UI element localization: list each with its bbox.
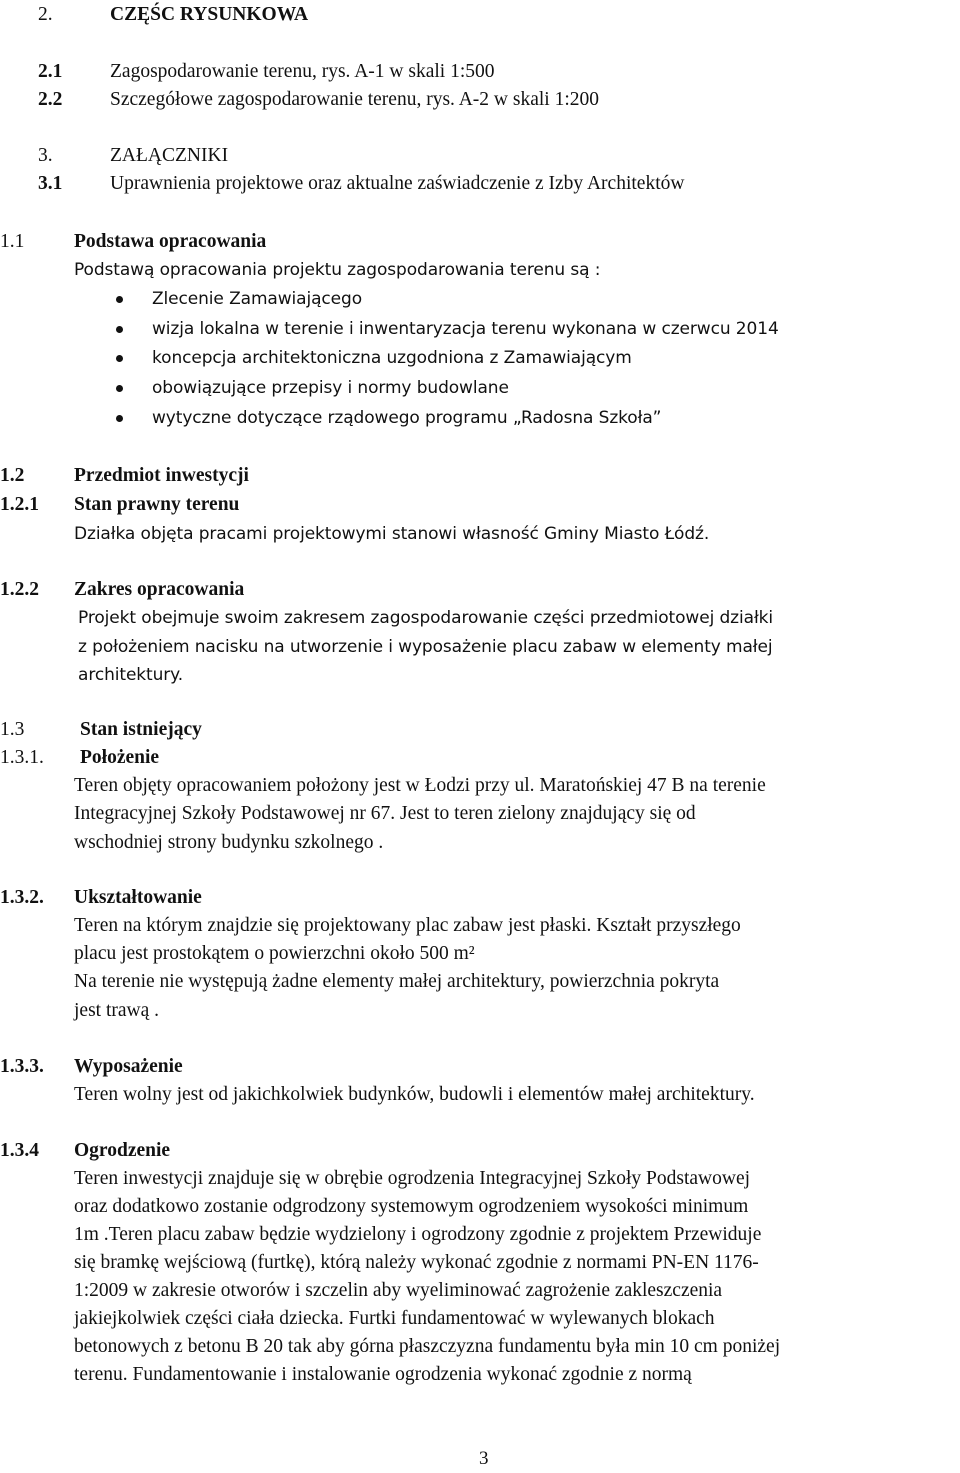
item-text: Szczegółowe zagospodarowanie terenu, rys. A-2 w skali 1:200 (110, 89, 599, 110)
stan-prawny-text: Działka objęta pracami projektowymi stanowi własność Gminy Miasto Łódź. (74, 524, 710, 544)
subsection-title-uksztaltowanie: Ukształtowanie (74, 887, 202, 908)
ogrodzenie-line: terenu. Fundamentowanie i instalowanie ogrodzenia wykonać zgodnie z normą (74, 1364, 692, 1385)
uksztaltowanie-line: placu jest prostokątem o powierzchni około 500 m² (74, 943, 475, 964)
section-number: 1.3 (0, 719, 25, 740)
subsection-title-wyposazenie: Wyposażenie (74, 1056, 183, 1077)
bullet-item: wytyczne dotyczące rządowego programu „Radosna Szkoła” (152, 408, 662, 428)
bullet-item: wizja lokalna w terenie i inwentaryzacja terenu wykonana w czerwcu 2014 (152, 319, 779, 339)
ogrodzenie-line: betonowych z betonu B 20 tak aby górna płaszczyzna fundamentu była min 10 cm poniżej (74, 1336, 781, 1357)
item-number: 3.1 (38, 173, 63, 194)
zakres-line: z położeniem nacisku na utworzenie i wyposażenie placu zabaw w elementy małej (78, 637, 773, 657)
ogrodzenie-line: 1:2009 w zakresie otworów i szczelin aby wyeliminować zagrożenie zakleszczenia (74, 1280, 723, 1301)
bullet-dot (116, 296, 123, 303)
section-number: 3. (38, 145, 53, 166)
wyposazenie-line: Teren wolny jest od jakichkolwiek budynków, budowli i elementów małej architektury. (74, 1084, 755, 1105)
podstawa-intro: Podstawą opracowania projektu zagospodarowania terenu są : (74, 260, 601, 280)
subsection-number: 1.2.1 (0, 494, 39, 515)
page-number: 3 (479, 1448, 489, 1469)
uksztaltowanie-line: Na terenie nie występują żadne elementy małej architektury, powierzchnia pokryta (74, 971, 720, 992)
ogrodzenie-line: się bramkę wejściową (furtkę), którą należy wykonać zgodnie z normami PN-EN 1176- (74, 1252, 759, 1273)
section-title-przedmiot: Przedmiot inwestycji (74, 465, 249, 486)
bullet-item: koncepcja architektoniczna uzgodniona z Zamawiającym (152, 348, 632, 368)
subsection-number: 1.3.3. (0, 1056, 44, 1077)
section-title-zalaczniki: ZAŁĄCZNIKI (110, 145, 229, 166)
polozenie-line: wschodniej strony budynku szkolnego . (74, 832, 384, 853)
item-text: Uprawnienia projektowe oraz aktualne zaświadczenie z Izby Architektów (110, 173, 685, 194)
section-number: 2. (38, 4, 53, 25)
ogrodzenie-line: 1m .Teren placu zabaw będzie wydzielony i ogrodzony zgodnie z projektem Przewiduje (74, 1224, 762, 1245)
section-number: 1.2 (0, 465, 25, 486)
bullet-dot (116, 355, 123, 362)
item-number: 2.1 (38, 61, 63, 82)
bullet-item: Zlecenie Zamawiającego (152, 289, 363, 309)
bullet-dot (116, 326, 123, 333)
zakres-line: architektury. (78, 665, 184, 685)
subsection-number: 1.3.4 (0, 1140, 39, 1161)
ogrodzenie-line: Teren inwestycji znajduje się w obrębie ogrodzenia Integracyjnej Szkoły Podstawowej (74, 1168, 751, 1189)
subsection-title-zakres: Zakres opracowania (74, 579, 245, 600)
bullet-dot (116, 385, 123, 392)
item-number: 2.2 (38, 89, 63, 110)
zakres-line: Projekt obejmuje swoim zakresem zagospodarowanie części przedmiotowej działki (78, 608, 774, 628)
bullet-dot (116, 415, 123, 422)
subsection-title-stan-prawny: Stan prawny terenu (74, 494, 240, 515)
uksztaltowanie-line: jest trawą . (74, 1000, 160, 1021)
item-text: Zagospodarowanie terenu, rys. A-1 w skali 1:500 (110, 61, 495, 82)
polozenie-line: Teren objęty opracowaniem położony jest w Łodzi przy ul. Maratońskiej 47 B na terenie (74, 775, 766, 796)
polozenie-line: Integracyjnej Szkoły Podstawowej nr 67. Jest to teren zielony znajdujący się od (74, 803, 696, 824)
subsection-title-ogrodzenie: Ogrodzenie (74, 1140, 171, 1161)
section-title-podstawa: Podstawa opracowania (74, 231, 267, 252)
ogrodzenie-line: oraz dodatkowo zostanie odgrodzony systemowym ogrodzeniem wysokości minimum (74, 1196, 749, 1217)
section-title-czesc-rysunkowa: CZĘŚC RYSUNKOWA (110, 4, 309, 25)
subsection-number: 1.3.1. (0, 747, 44, 768)
subsection-title-polozenie: Położenie (80, 747, 160, 768)
section-number: 1.1 (0, 231, 25, 252)
subsection-number: 1.3.2. (0, 887, 44, 908)
subsection-number: 1.2.2 (0, 579, 39, 600)
ogrodzenie-line: jakiejkolwiek części ciała dziecka. Furtki fundamentować w wylewanych blokach (74, 1308, 715, 1329)
section-title-stan-istniejacy: Stan istniejący (80, 719, 202, 740)
uksztaltowanie-line: Teren na którym znajdzie się projektowany plac zabaw jest płaski. Kształt przyszłego (74, 915, 741, 936)
bullet-item: obowiązujące przepisy i normy budowlane (152, 378, 509, 398)
